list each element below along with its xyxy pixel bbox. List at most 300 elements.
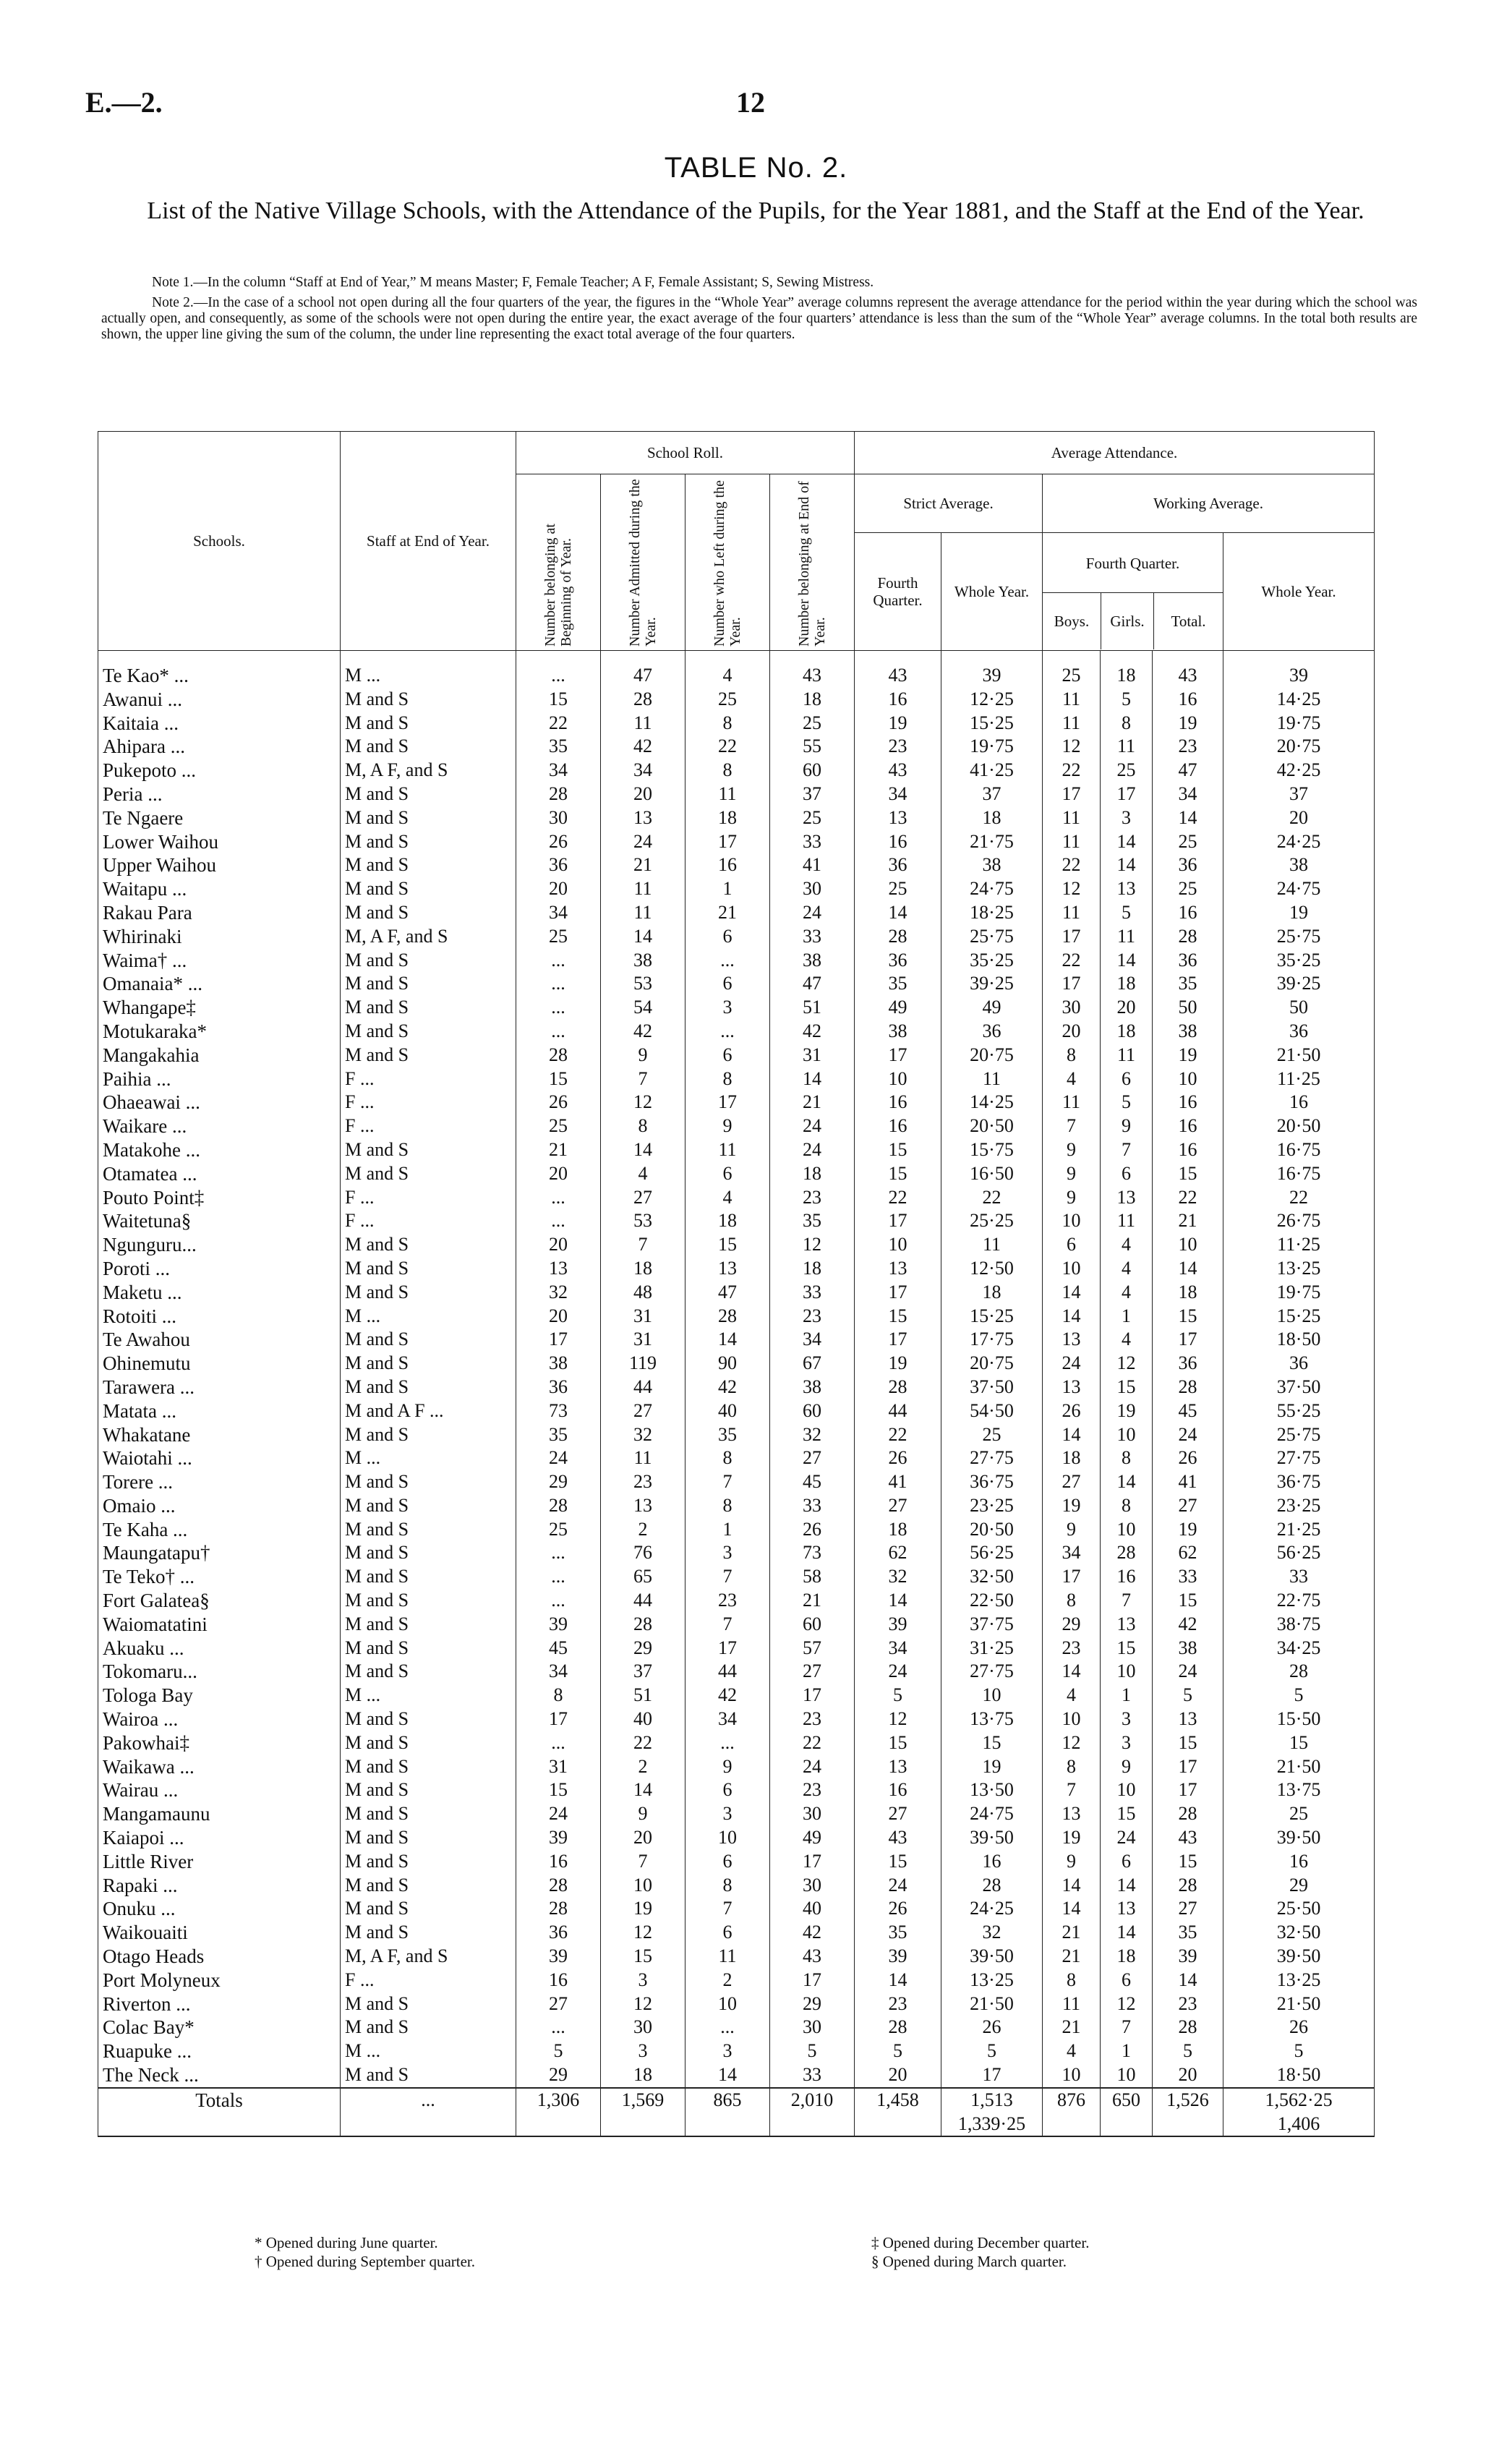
- cell-boys: 19: [1043, 1494, 1101, 1518]
- cell-girls: 6: [1101, 1969, 1153, 1992]
- col-roll-admitted: Number Admitted during the Year.: [601, 474, 685, 651]
- cell-girls: 15: [1101, 1637, 1153, 1660]
- cell-total: 26: [1153, 1446, 1223, 1470]
- totals-row: [98, 2088, 1375, 2137]
- cell-school-name: Te Teko† ...: [98, 1565, 341, 1589]
- cell-roll-end: 60: [770, 1613, 855, 1637]
- col-roll-left: Number who Left during the Year.: [685, 474, 770, 651]
- cell-roll-begin: ...: [516, 651, 601, 688]
- cell-roll-end: 34: [770, 1328, 855, 1352]
- cell-strict-q4: 17: [855, 1209, 941, 1233]
- group-school-roll: School Roll.: [516, 432, 855, 474]
- cell-roll-begin: 34: [516, 759, 601, 783]
- cell-strict-year: 14·25: [941, 1091, 1043, 1114]
- table-row: [98, 783, 1375, 806]
- cell-strict-year: 24·75: [941, 877, 1043, 901]
- cell-working-year: 19: [1223, 901, 1375, 925]
- cell-roll-left: 6: [685, 925, 770, 949]
- cell-roll-begin: 32: [516, 1281, 601, 1305]
- cell-total: 16: [1153, 1138, 1223, 1162]
- cell-boys: 11: [1043, 806, 1101, 830]
- cell-strict-q4: 16: [855, 1091, 941, 1114]
- cell-roll-begin: 5: [516, 2039, 601, 2063]
- totals-roll-end: 2,010: [770, 2088, 855, 2137]
- cell-school-name: Whakatane: [98, 1423, 341, 1447]
- cell-strict-year: 32·50: [941, 1565, 1043, 1589]
- table-row: [98, 735, 1375, 759]
- cell-roll-begin: 22: [516, 712, 601, 736]
- cell-boys: 10: [1043, 1257, 1101, 1281]
- cell-staff: M and S: [341, 1257, 516, 1281]
- cell-strict-year: 37·50: [941, 1376, 1043, 1399]
- cell-school-name: Wairoa ...: [98, 1707, 341, 1731]
- cell-strict-q4: 20: [855, 2063, 941, 2088]
- cell-roll-left: ...: [685, 1731, 770, 1755]
- cell-boys: 13: [1043, 1802, 1101, 1826]
- cell-roll-begin: ...: [516, 1589, 601, 1613]
- cell-strict-year: 49: [941, 996, 1043, 1020]
- cell-strict-year: 54·50: [941, 1399, 1043, 1423]
- cell-roll-admitted: 44: [601, 1376, 685, 1399]
- cell-staff: F ...: [341, 1209, 516, 1233]
- cell-total: 33: [1153, 1565, 1223, 1589]
- cell-working-year: 16: [1223, 1091, 1375, 1114]
- cell-total: 62: [1153, 1541, 1223, 1565]
- cell-strict-year: 13·50: [941, 1778, 1043, 1802]
- cell-roll-left: 47: [685, 1281, 770, 1305]
- cell-boys: 14: [1043, 1281, 1101, 1305]
- cell-working-year: 16·75: [1223, 1138, 1375, 1162]
- schools-table: [98, 431, 1375, 2137]
- cell-boys: 20: [1043, 1020, 1101, 1044]
- cell-working-year: 23·25: [1223, 1494, 1375, 1518]
- cell-strict-q4: 15: [855, 1305, 941, 1329]
- cell-school-name: Waikouaiti: [98, 1921, 341, 1945]
- cell-working-year: 14·25: [1223, 688, 1375, 712]
- cell-roll-admitted: 27: [601, 1186, 685, 1210]
- cell-roll-admitted: 14: [601, 1778, 685, 1802]
- cell-roll-left: 8: [685, 1067, 770, 1091]
- cell-working-year: 25·75: [1223, 925, 1375, 949]
- cell-roll-begin: 36: [516, 853, 601, 877]
- cell-boys: 21: [1043, 1945, 1101, 1969]
- cell-boys: 11: [1043, 1091, 1101, 1114]
- cell-total: 38: [1153, 1637, 1223, 1660]
- cell-girls: 1: [1101, 1305, 1153, 1329]
- cell-roll-admitted: 42: [601, 1020, 685, 1044]
- cell-roll-admitted: 65: [601, 1565, 685, 1589]
- cell-roll-begin: ...: [516, 972, 601, 996]
- cell-girls: 10: [1101, 1518, 1153, 1542]
- cell-strict-q4: 25: [855, 877, 941, 901]
- cell-roll-admitted: 28: [601, 1613, 685, 1637]
- cell-roll-left: 7: [685, 1613, 770, 1637]
- cell-working-year: 37: [1223, 783, 1375, 806]
- table-row: [98, 1992, 1375, 2016]
- table-row: [98, 1565, 1375, 1589]
- cell-strict-year: 15·25: [941, 712, 1043, 736]
- cell-roll-admitted: 11: [601, 712, 685, 736]
- cell-roll-end: 37: [770, 783, 855, 806]
- cell-roll-left: 6: [685, 1044, 770, 1067]
- cell-roll-left: 4: [685, 651, 770, 688]
- cell-roll-admitted: 9: [601, 1802, 685, 1826]
- cell-girls: 4: [1101, 1233, 1153, 1257]
- cell-staff: M and S: [341, 688, 516, 712]
- totals-label: Totals: [98, 2088, 341, 2137]
- cell-strict-q4: 22: [855, 1423, 941, 1447]
- cell-roll-end: 35: [770, 1209, 855, 1233]
- cell-working-year: 16: [1223, 1850, 1375, 1874]
- cell-roll-begin: 26: [516, 1091, 601, 1114]
- cell-strict-year: 39·50: [941, 1945, 1043, 1969]
- cell-strict-q4: 15: [855, 1731, 941, 1755]
- cell-girls: 1: [1101, 2039, 1153, 2063]
- cell-boys: 19: [1043, 1826, 1101, 1850]
- cell-school-name: Waitapu ...: [98, 877, 341, 901]
- cell-working-year: 42·25: [1223, 759, 1375, 783]
- cell-working-year: 56·25: [1223, 1541, 1375, 1565]
- cell-strict-year: 20·50: [941, 1518, 1043, 1542]
- cell-strict-q4: 44: [855, 1399, 941, 1423]
- cell-strict-year: 20·50: [941, 1114, 1043, 1138]
- cell-boys: 8: [1043, 1755, 1101, 1779]
- cell-strict-q4: 23: [855, 1992, 941, 2016]
- cell-staff: M and S: [341, 996, 516, 1020]
- cell-total: 19: [1153, 1044, 1223, 1067]
- cell-strict-q4: 10: [855, 1233, 941, 1257]
- cell-strict-year: 32: [941, 1921, 1043, 1945]
- table-row: [98, 2063, 1375, 2088]
- cell-roll-end: 22: [770, 1731, 855, 1755]
- cell-school-name: Port Molyneux: [98, 1969, 341, 1992]
- cell-roll-end: 23: [770, 1707, 855, 1731]
- cell-girls: 14: [1101, 949, 1153, 973]
- cell-roll-left: 22: [685, 735, 770, 759]
- cell-working-year: 33: [1223, 1565, 1375, 1589]
- cell-staff: M and S: [341, 1755, 516, 1779]
- cell-roll-begin: 26: [516, 830, 601, 854]
- cell-roll-end: 17: [770, 1850, 855, 1874]
- footnote-june: * Opened during June quarter.: [255, 2234, 438, 2251]
- table-row: [98, 2016, 1375, 2039]
- cell-roll-end: 21: [770, 1091, 855, 1114]
- cell-school-name: Maketu ...: [98, 1281, 341, 1305]
- cell-girls: 18: [1101, 651, 1153, 688]
- cell-girls: 5: [1101, 1091, 1153, 1114]
- cell-roll-left: 8: [685, 1874, 770, 1898]
- cell-total: 28: [1153, 1802, 1223, 1826]
- cell-total: 24: [1153, 1660, 1223, 1684]
- cell-staff: M and S: [341, 783, 516, 806]
- table-row: [98, 1446, 1375, 1470]
- cell-boys: 11: [1043, 712, 1101, 736]
- cell-roll-admitted: 13: [601, 806, 685, 830]
- cell-staff: M and S: [341, 1589, 516, 1613]
- cell-boys: 10: [1043, 1209, 1101, 1233]
- cell-boys: 12: [1043, 1731, 1101, 1755]
- cell-working-year: 27·75: [1223, 1446, 1375, 1470]
- cell-boys: 25: [1043, 651, 1101, 688]
- cell-roll-admitted: 14: [601, 1138, 685, 1162]
- cell-strict-year: 19·75: [941, 735, 1043, 759]
- cell-school-name: Tokomaru...: [98, 1660, 341, 1684]
- cell-strict-q4: 39: [855, 1613, 941, 1637]
- cell-total: 17: [1153, 1755, 1223, 1779]
- table-row: [98, 1209, 1375, 1233]
- cell-working-year: 5: [1223, 1684, 1375, 1707]
- cell-strict-year: 35·25: [941, 949, 1043, 973]
- cell-total: 28: [1153, 2016, 1223, 2039]
- cell-strict-year: 16: [941, 1850, 1043, 1874]
- cell-roll-end: 30: [770, 877, 855, 901]
- cell-total: 28: [1153, 925, 1223, 949]
- cell-roll-begin: 15: [516, 1067, 601, 1091]
- cell-strict-year: 20·75: [941, 1352, 1043, 1376]
- cell-boys: 14: [1043, 1897, 1101, 1921]
- cell-school-name: Peria ...: [98, 783, 341, 806]
- page-header: [85, 85, 1430, 136]
- cell-roll-admitted: 38: [601, 949, 685, 973]
- cell-roll-end: 43: [770, 1945, 855, 1969]
- cell-strict-year: 23·25: [941, 1494, 1043, 1518]
- cell-strict-year: 18·25: [941, 901, 1043, 925]
- col-working-year: Whole Year.: [1223, 533, 1375, 651]
- table-row: [98, 1969, 1375, 1992]
- col-strict-q4: Fourth Quarter.: [855, 533, 941, 651]
- cell-staff: M and S: [341, 1494, 516, 1518]
- cell-girls: 3: [1101, 806, 1153, 830]
- cell-strict-q4: 28: [855, 925, 941, 949]
- cell-total: 25: [1153, 877, 1223, 901]
- cell-boys: 23: [1043, 1637, 1101, 1660]
- table-row: [98, 806, 1375, 830]
- cell-roll-end: 26: [770, 1518, 855, 1542]
- cell-strict-year: 22·50: [941, 1589, 1043, 1613]
- cell-strict-q4: 17: [855, 1328, 941, 1352]
- cell-girls: 8: [1101, 1446, 1153, 1470]
- cell-working-year: 22·75: [1223, 1589, 1375, 1613]
- cell-boys: 8: [1043, 1969, 1101, 1992]
- table-row: [98, 1423, 1375, 1447]
- cell-working-year: 36·75: [1223, 1470, 1375, 1494]
- table-row: [98, 830, 1375, 854]
- cell-roll-left: 21: [685, 901, 770, 925]
- cell-staff: M, A F, and S: [341, 759, 516, 783]
- cell-girls: 3: [1101, 1707, 1153, 1731]
- cell-school-name: Upper Waihou: [98, 853, 341, 877]
- col-roll-end: Number belonging at End of Year.: [770, 474, 855, 651]
- cell-working-year: 24·25: [1223, 830, 1375, 854]
- cell-strict-q4: 28: [855, 2016, 941, 2039]
- cell-strict-q4: 34: [855, 783, 941, 806]
- cell-roll-end: 32: [770, 1423, 855, 1447]
- table-row: [98, 1897, 1375, 1921]
- cell-girls: 25: [1101, 759, 1153, 783]
- cell-boys: 7: [1043, 1114, 1101, 1138]
- cell-strict-year: 12·25: [941, 688, 1043, 712]
- cell-school-name: Colac Bay*: [98, 2016, 341, 2039]
- cell-boys: 34: [1043, 1541, 1101, 1565]
- cell-boys: 14: [1043, 1423, 1101, 1447]
- cell-girls: 18: [1101, 1945, 1153, 1969]
- cell-girls: 19: [1101, 1399, 1153, 1423]
- cell-roll-end: 30: [770, 2016, 855, 2039]
- cell-working-year: 39·25: [1223, 972, 1375, 996]
- cell-roll-begin: 34: [516, 1660, 601, 1684]
- col-girls: Girls.: [1101, 593, 1154, 649]
- cell-roll-begin: 35: [516, 735, 601, 759]
- cell-roll-begin: 28: [516, 1044, 601, 1067]
- cell-school-name: Ohaeawai ...: [98, 1091, 341, 1114]
- cell-strict-year: 38: [941, 853, 1043, 877]
- cell-girls: 10: [1101, 2063, 1153, 2088]
- cell-boys: 4: [1043, 1684, 1101, 1707]
- cell-roll-left: 18: [685, 806, 770, 830]
- cell-strict-q4: 27: [855, 1802, 941, 1826]
- cell-boys: 26: [1043, 1399, 1101, 1423]
- cell-roll-left: 10: [685, 1992, 770, 2016]
- cell-staff: M and S: [341, 1874, 516, 1898]
- cell-total: 16: [1153, 901, 1223, 925]
- cell-roll-end: 33: [770, 830, 855, 854]
- cell-roll-admitted: 53: [601, 1209, 685, 1233]
- cell-strict-q4: 13: [855, 1257, 941, 1281]
- cell-roll-end: 57: [770, 1637, 855, 1660]
- cell-school-name: Rotoiti ...: [98, 1305, 341, 1329]
- cell-staff: M and S: [341, 1044, 516, 1067]
- cell-girls: 4: [1101, 1281, 1153, 1305]
- table-row: [98, 1186, 1375, 1210]
- totals-roll-begin: 1,306: [516, 2088, 601, 2137]
- cell-working-year: 39·50: [1223, 1945, 1375, 1969]
- cell-roll-begin: 20: [516, 877, 601, 901]
- totals-strict-q4: 1,458: [855, 2088, 941, 2137]
- cell-staff: M and S: [341, 1565, 516, 1589]
- cell-staff: M and S: [341, 1470, 516, 1494]
- cell-strict-q4: 5: [855, 1684, 941, 1707]
- cell-boys: 18: [1043, 1446, 1101, 1470]
- cell-girls: 12: [1101, 1992, 1153, 2016]
- cell-roll-admitted: 30: [601, 2016, 685, 2039]
- table-row: [98, 1589, 1375, 1613]
- cell-staff: M and S: [341, 877, 516, 901]
- cell-boys: 4: [1043, 2039, 1101, 2063]
- cell-school-name: Omanaia* ...: [98, 972, 341, 996]
- cell-strict-q4: 16: [855, 830, 941, 854]
- cell-roll-left: 4: [685, 1186, 770, 1210]
- cell-school-name: Otago Heads: [98, 1945, 341, 1969]
- cell-roll-admitted: 40: [601, 1707, 685, 1731]
- cell-staff: M and S: [341, 1281, 516, 1305]
- cell-total: 43: [1153, 651, 1223, 688]
- cell-strict-q4: 16: [855, 1114, 941, 1138]
- cell-strict-q4: 15: [855, 1138, 941, 1162]
- cell-girls: 4: [1101, 1328, 1153, 1352]
- cell-staff: F ...: [341, 1114, 516, 1138]
- cell-strict-q4: 22: [855, 1186, 941, 1210]
- cell-working-year: 39: [1223, 651, 1375, 688]
- cell-roll-left: 1: [685, 1518, 770, 1542]
- cell-roll-begin: 29: [516, 2063, 601, 2088]
- cell-working-year: 13·25: [1223, 1257, 1375, 1281]
- cell-roll-admitted: 19: [601, 1897, 685, 1921]
- cell-working-year: 37·50: [1223, 1376, 1375, 1399]
- cell-roll-admitted: 27: [601, 1399, 685, 1423]
- cell-strict-q4: 43: [855, 651, 941, 688]
- table-row: [98, 1494, 1375, 1518]
- cell-school-name: Ruapuke ...: [98, 2039, 341, 2063]
- cell-roll-begin: 28: [516, 1874, 601, 1898]
- cell-staff: M ...: [341, 2039, 516, 2063]
- cell-staff: M and S: [341, 1613, 516, 1637]
- col-total: Total.: [1171, 612, 1206, 630]
- cell-strict-q4: 36: [855, 949, 941, 973]
- cell-roll-left: 35: [685, 1423, 770, 1447]
- cell-staff: M and S: [341, 1020, 516, 1044]
- cell-girls: 15: [1101, 1802, 1153, 1826]
- cell-roll-admitted: 51: [601, 1684, 685, 1707]
- cell-roll-left: 40: [685, 1399, 770, 1423]
- cell-school-name: Waiotahi ...: [98, 1446, 341, 1470]
- cell-roll-end: 24: [770, 1755, 855, 1779]
- cell-roll-end: 27: [770, 1446, 855, 1470]
- cell-staff: M and S: [341, 1921, 516, 1945]
- cell-roll-begin: 28: [516, 783, 601, 806]
- cell-working-year: 11·25: [1223, 1233, 1375, 1257]
- cell-working-year: 15: [1223, 1731, 1375, 1755]
- table-row: [98, 1281, 1375, 1305]
- cell-roll-left: 2: [685, 1969, 770, 1992]
- note-2: Note 2.—In the case of a school not open during all the four quarters of the year, the figures in the “Whole Year” average columns represent the average attendance for the period within the year during which the school was actually open, and consequently, as some of the schools were not open during the entire year, the exact average of the four quarters’ attendance is less than the sum of the “Whole Year” average columns. In the total both results are shown, the upper line giving the sum of the column, the under line representing the exact total average of the four quarters.: [101, 295, 1417, 342]
- cell-roll-end: 38: [770, 949, 855, 973]
- cell-roll-left: 6: [685, 1778, 770, 1802]
- cell-total: 27: [1153, 1494, 1223, 1518]
- cell-total: 50: [1153, 996, 1223, 1020]
- cell-strict-q4: 35: [855, 972, 941, 996]
- totals-roll-admitted: 1,569: [601, 2088, 685, 2137]
- cell-roll-left: 3: [685, 996, 770, 1020]
- table-row: [98, 1874, 1375, 1898]
- cell-staff: M and S: [341, 901, 516, 925]
- group-strict-average: Strict Average.: [855, 474, 1043, 533]
- cell-total: 42: [1153, 1613, 1223, 1637]
- cell-school-name: Te Awahou: [98, 1328, 341, 1352]
- cell-roll-left: 44: [685, 1660, 770, 1684]
- cell-girls: 15: [1101, 1376, 1153, 1399]
- cell-working-year: 25·50: [1223, 1897, 1375, 1921]
- cell-school-name: Te Kaha ...: [98, 1518, 341, 1542]
- cell-boys: 13: [1043, 1376, 1101, 1399]
- cell-roll-left: 6: [685, 1850, 770, 1874]
- group-average-attendance: Average Attendance.: [855, 432, 1375, 474]
- cell-roll-end: 42: [770, 1020, 855, 1044]
- cell-roll-left: 18: [685, 1209, 770, 1233]
- cell-school-name: Rapaki ...: [98, 1874, 341, 1898]
- cell-roll-left: 23: [685, 1589, 770, 1613]
- cell-staff: M and S: [341, 2016, 516, 2039]
- cell-boys: 30: [1043, 996, 1101, 1020]
- cell-working-year: 5: [1223, 2039, 1375, 2063]
- cell-roll-begin: ...: [516, 996, 601, 1020]
- cell-strict-q4: 24: [855, 1660, 941, 1684]
- cell-roll-begin: 27: [516, 1992, 601, 2016]
- cell-roll-left: 34: [685, 1707, 770, 1731]
- cell-roll-begin: 16: [516, 1850, 601, 1874]
- cell-strict-year: 26: [941, 2016, 1043, 2039]
- table-row: [98, 651, 1375, 688]
- cell-boys: 21: [1043, 1921, 1101, 1945]
